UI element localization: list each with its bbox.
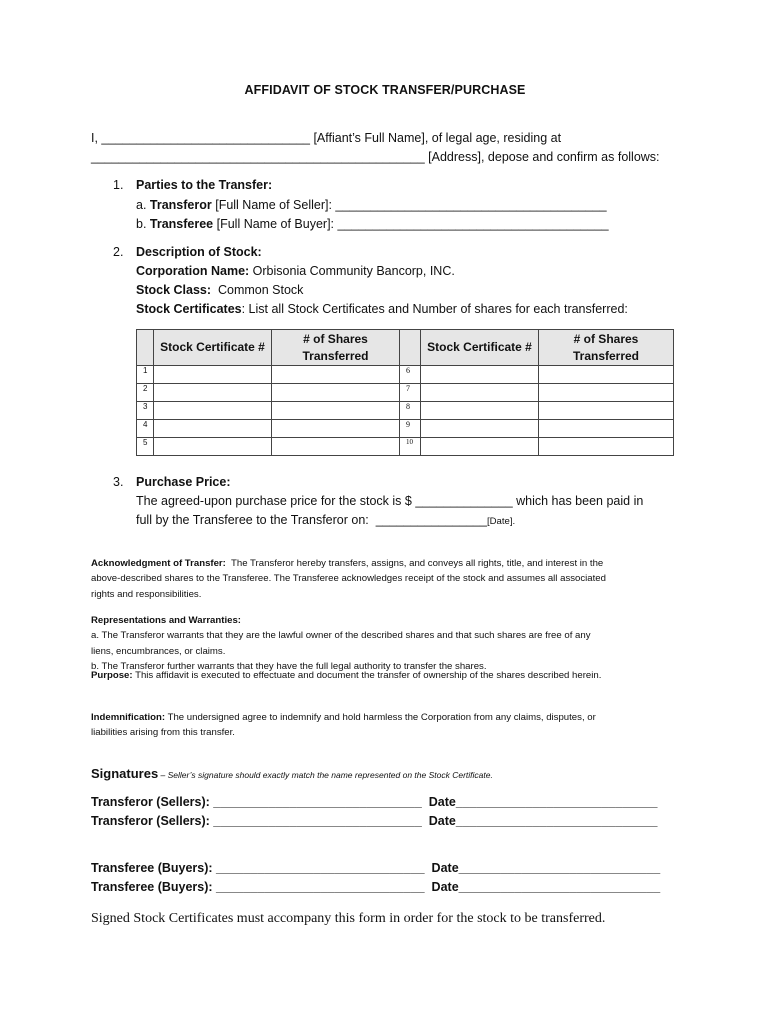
table-row [137,384,674,402]
stock-class-value: Common Stock [211,283,304,297]
purpose-label: Purpose: [91,670,133,681]
header-stock-certificate: Stock Certificate # [154,330,272,366]
shares-cell[interactable] [272,366,400,384]
indemnification-line-1: The undersigned agree to indemnify and hold harmless the Corporation from any claims, disputes, or [165,711,596,723]
representations-label: Representations and Warranties: [91,614,241,626]
indemnification-line-2: liabilities arising from this transfer. [91,727,235,738]
representations-line-3: b. The Transferor further warrants that they have the full legal authority to transfer the shares. [91,661,487,672]
transferor-signature-line-1[interactable]: Transferor (Sellers): ______________________________ Date_____________________________ [91,795,658,809]
purchase-date-text: full by the Transferee to the Transferor on: ________________ [136,513,487,527]
acknowledgment-line-2: above-described shares to the Transferee. The Transferee acknowledges receipt of the stock and assumes all associated [91,573,606,584]
shares-cell[interactable] [272,384,400,402]
row-number: 5 [137,438,154,456]
header-index [137,330,154,366]
shares-cell[interactable] [272,402,400,420]
shares-cell[interactable] [539,402,674,420]
stock-certificates-text: : List all Stock Certificates and Number of shares for each transferred: [241,302,628,316]
certificate-cell[interactable] [154,402,272,420]
indemnification-paragraph [91,694,596,741]
acknowledgment-line-1: The Transferor hereby transfers, assigns, and conveys all rights, title, and interest in the [225,557,604,569]
certificate-cell[interactable] [421,366,539,384]
certificate-cell[interactable] [421,402,539,420]
transferor-prefix: a. [136,198,150,212]
header-index [400,330,421,366]
shares-cell[interactable] [539,384,674,402]
row-number: 2 [137,384,154,402]
transferee-text: [Full Name of Buyer]: _______________________________________ [213,217,609,231]
stock-class-label: Stock Class: [136,283,212,297]
purchase-price-line-2 [136,513,515,527]
transferee-signature-line-1[interactable]: Transferee (Buyers): ______________________________ Date_____________________________ [91,861,661,875]
row-number: 3 [137,402,154,420]
purpose-text: This affidavit is executed to effectuate and document the transfer of ownership of the shares described herein. [132,670,602,681]
purchase-date-label: [Date]. [486,516,516,527]
row-number: 10 [400,438,421,456]
representations-paragraph [91,597,591,675]
table-row [137,420,674,438]
table-row [137,366,674,384]
shares-cell[interactable] [539,420,674,438]
stock-class-line [136,283,303,297]
row-number: 4 [137,420,154,438]
row-number: 9 [400,420,421,438]
representations-line-1: a. The Transferor warrants that they are the lawful owner of the described shares and that such shares are free of any [91,630,591,641]
section-3-number: 3. [113,475,124,489]
purchase-price-line-1: The agreed-upon purchase price for the stock is $ ______________ which has been paid in [136,494,644,508]
header-stock-certificate: Stock Certificate # [421,330,539,366]
shares-cell[interactable] [539,438,674,456]
row-number: 7 [400,384,421,402]
transferor-label: Transferor [149,198,212,212]
certificate-cell[interactable] [154,438,272,456]
shares-cell[interactable] [539,366,674,384]
transferee-name-line [136,217,609,231]
footer-note: Signed Stock Certificates must accompany this form in order for the stock to be transferred. [91,911,606,926]
transferor-signature-line-2[interactable]: Transferor (Sellers): ______________________________ Date_____________________________ [91,814,658,828]
signatures-heading-line [91,765,493,783]
row-number: 8 [400,402,421,420]
table-row [137,438,674,456]
section-1-number: 1. [113,178,124,192]
transferor-text: [Full Name of Seller]: _______________________________________ [211,198,607,212]
corporation-value: Orbisonia Community Bancorp, INC. [249,264,455,278]
shares-cell[interactable] [272,420,400,438]
section-3-heading: Purchase Price: [136,475,231,489]
document-title: AFFIDAVIT OF STOCK TRANSFER/PURCHASE [244,83,526,97]
header-shares-transferred: # of Shares Transferred [539,330,674,366]
transferee-signature-line-2[interactable]: Transferee (Buyers): ______________________________ Date_____________________________ [91,880,661,894]
row-number: 1 [137,366,154,384]
transferee-prefix: b. [136,217,150,231]
acknowledgment-paragraph [91,540,606,602]
certificate-cell[interactable] [421,438,539,456]
signatures-heading: Signatures [91,766,159,781]
table-header-row [137,330,674,366]
acknowledgment-label: Acknowledgment of Transfer: [91,557,226,569]
header-shares-transferred: # of Shares Transferred [272,330,400,366]
transferor-name-line [136,198,607,212]
intro-line-1: I, ______________________________ [Affiant’s Full Name], of legal age, residing at [91,131,562,145]
certificate-cell[interactable] [154,384,272,402]
corporation-name-line [136,264,455,278]
signatures-note: – Seller’s signature should exactly match the name represented on the Stock Certificate. [158,770,493,780]
certificate-cell[interactable] [154,420,272,438]
representations-line-2: liens, encumbrances, or claims. [91,645,226,657]
certificate-cell[interactable] [421,420,539,438]
certificate-cell[interactable] [154,366,272,384]
stock-certificates-table [136,329,674,456]
stock-certificates-line [136,302,628,316]
section-1-heading: Parties to the Transfer: [136,178,273,192]
stock-certificates-label: Stock Certificates [136,302,242,316]
purpose-paragraph [91,668,601,684]
transferee-label: Transferee [149,217,214,231]
section-2-number: 2. [113,245,124,259]
shares-cell[interactable] [272,438,400,456]
table-row [137,402,674,420]
certificate-cell[interactable] [421,384,539,402]
intro-line-2: ________________________________________________ [Address], depose and confirm as follows: [91,150,660,164]
section-2-heading: Description of Stock: [136,245,262,259]
indemnification-label: Indemnification: [91,711,166,723]
corporation-label: Corporation Name: [136,264,250,278]
acknowledgment-line-3: rights and responsibilities. [91,588,202,600]
row-number: 6 [400,366,421,384]
